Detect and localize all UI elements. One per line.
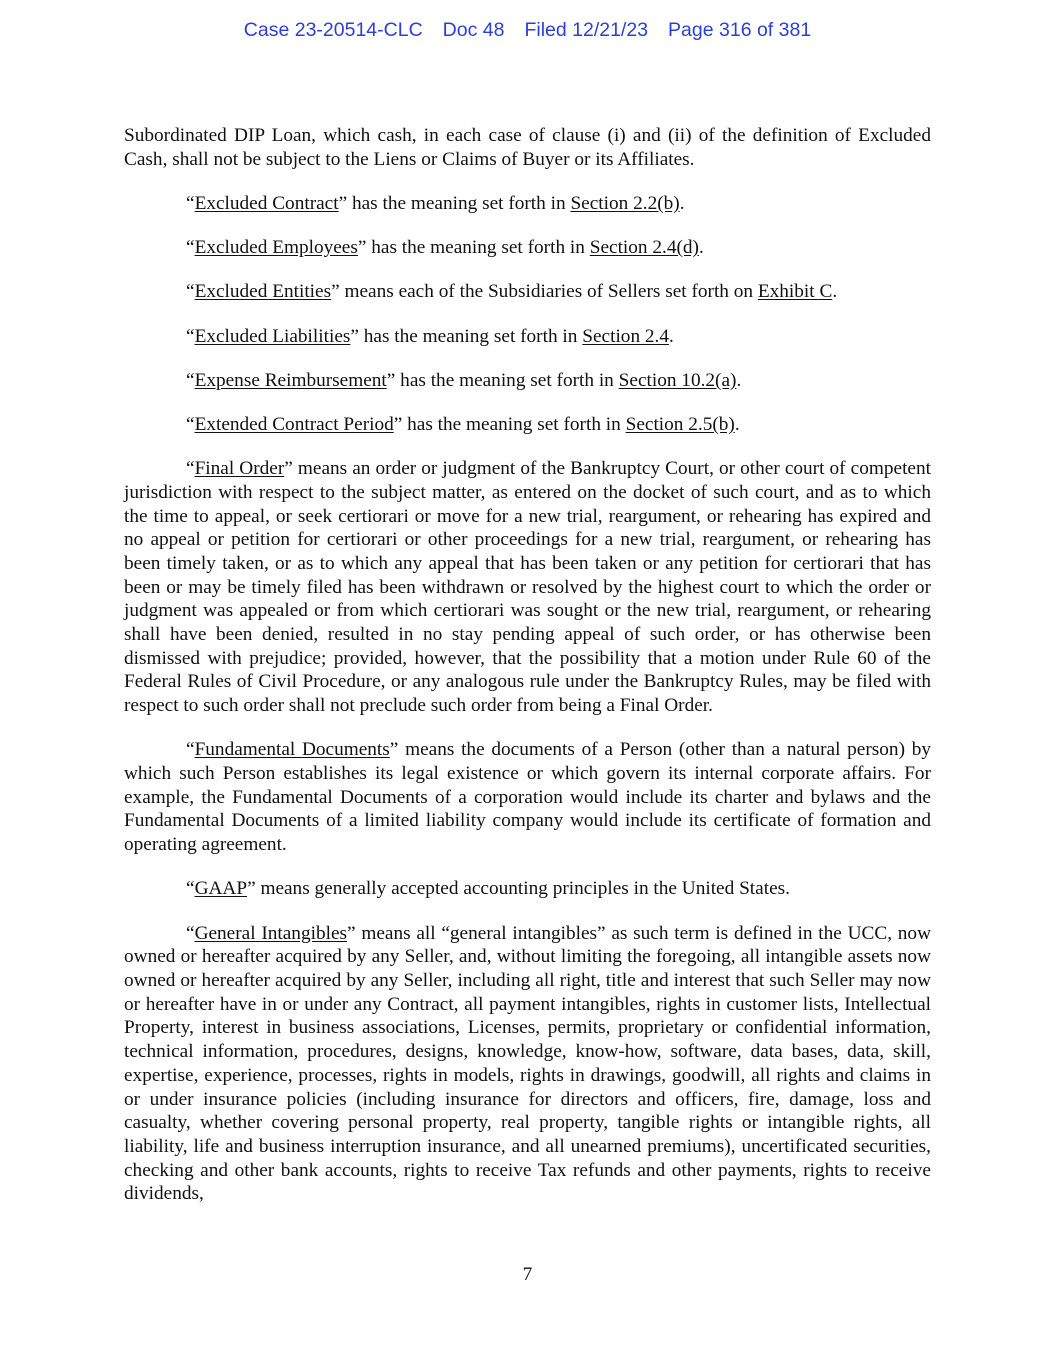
defined-term: Fundamental Documents bbox=[194, 739, 390, 761]
cross-reference: Section 2.4(d) bbox=[589, 237, 699, 259]
cross-reference: Section 10.2(a) bbox=[618, 369, 737, 391]
definition-general-intangibles: “General Intangibles” means all “general intangibles” as such term is defined in the UCC, now owned or hereafter acquired by any Seller, and, without limiting the foregoing, all intangible assets now owned or hereafter acquired by any Seller, including all right, title and interest that such Seller may now or hereafter have in or under any Contract, all payment intangibles, rights in customer lists, Intellectual Property, interest in business associations, Licenses, permits, proprietary or confidential information, technical information, procedures, designs, knowledge, know-how, software, data bases, data, skill, expertise, experience, processes, rights in models, rights in drawings, goodwill, all rights and claims in or under insurance policies (including insurance for directors and officers, fire, damage, loss and casualty, whether covering personal property, real property, tangible rights or intangible rights, all liability, life and business interruption insurance, and all unearned premiums), uncertificated securities, checking and other bank accounts, rights to receive Tax refunds and other payments, rights to receive dividends, bbox=[124, 922, 931, 1205]
defined-term: Expense Reimbursement bbox=[194, 369, 387, 391]
cross-reference: Exhibit C bbox=[757, 281, 833, 303]
cross-reference: Section 2.5(b) bbox=[625, 413, 735, 435]
definition-final-order: “Final Order” means an order or judgment of the Bankruptcy Court, or other court of competent jurisdiction with respect to the subject matter, as entered on the docket of such court, and as to which the time to appeal, or seek certiorari or move for a new trial, reargument, or rehearing has expired and no appeal or petition for certiorari or other proceedings for a new trial, reargument, or rehearing has been timely taken, or as to which any appeal that has been taken or any petition for certiorari that has been or may be timely filed has been withdrawn or resolved by the highest court to which the order or judgment was appealed or from which certiorari was sought or the new trial, reargument, or rehearing shall have been denied, resulted in no stay pending appeal of such order, or has otherwise been dismissed with prejudice; provided, however, that the possibility that a motion under Rule 60 of the Federal Rules of Civil Procedure, or any analogous rule under the Bankruptcy Rules, may be filed with respect to such order shall not preclude such order from being a Final Order. bbox=[124, 458, 931, 717]
defined-term: GAAP bbox=[194, 878, 248, 900]
defined-term: Extended Contract Period bbox=[194, 413, 394, 435]
definition-gaap: “GAAP” means generally accepted accounting principles in the United States. bbox=[186, 878, 790, 900]
definition-excluded-entities: “Excluded Entities” means each of the Subsidiaries of Sellers set forth on Exhibit C. bbox=[186, 281, 838, 303]
page-number: 7 bbox=[522, 1264, 533, 1285]
defined-term: Final Order bbox=[194, 458, 285, 480]
defined-term: General Intangibles bbox=[194, 922, 348, 944]
document-body bbox=[124, 124, 931, 1206]
defined-term: Excluded Contract bbox=[194, 192, 339, 214]
defined-term: Excluded Liabilities bbox=[194, 325, 351, 347]
definition-excluded-contract: “Excluded Contract” has the meaning set forth in Section 2.2(b). bbox=[186, 192, 685, 214]
filed-date: Filed 12/21/23 bbox=[524, 19, 649, 41]
filing-header bbox=[0, 19, 1055, 42]
definition-excluded-liabilities: “Excluded Liabilities” has the meaning set forth in Section 2.4. bbox=[186, 325, 674, 347]
doc-number: Doc 48 bbox=[442, 19, 505, 41]
paragraph-continuation: Subordinated DIP Loan, which cash, in each case of clause (i) and (ii) of the definition of Excluded Cash, shall not be subject to the Liens or Claims of Buyer or its Affiliates. bbox=[124, 125, 931, 170]
definition-expense-reimbursement: “Expense Reimbursement” has the meaning set forth in Section 10.2(a). bbox=[186, 369, 742, 391]
page-of-total: Page 316 of 381 bbox=[668, 19, 812, 41]
cross-reference: Section 2.4 bbox=[582, 325, 670, 347]
definition-excluded-employees: “Excluded Employees” has the meaning set forth in Section 2.4(d). bbox=[186, 237, 704, 259]
definition-extended-contract-period: “Extended Contract Period” has the meaning set forth in Section 2.5(b). bbox=[186, 413, 740, 435]
cross-reference: Section 2.2(b) bbox=[570, 192, 680, 214]
case-number: Case 23-20514-CLC bbox=[243, 19, 423, 41]
definition-fundamental-documents: “Fundamental Documents” means the documents of a Person (other than a natural person) by which such Person establishes its legal existence or which govern its internal corporate affairs. For example, the Fundamental Documents of a corporation would include its charter and bylaws and the Fundamental Documents of a limited liability company would include its certificate of formation and operating agreement. bbox=[124, 739, 932, 856]
defined-term: Excluded Entities bbox=[194, 281, 332, 303]
defined-term: Excluded Employees bbox=[194, 237, 358, 259]
